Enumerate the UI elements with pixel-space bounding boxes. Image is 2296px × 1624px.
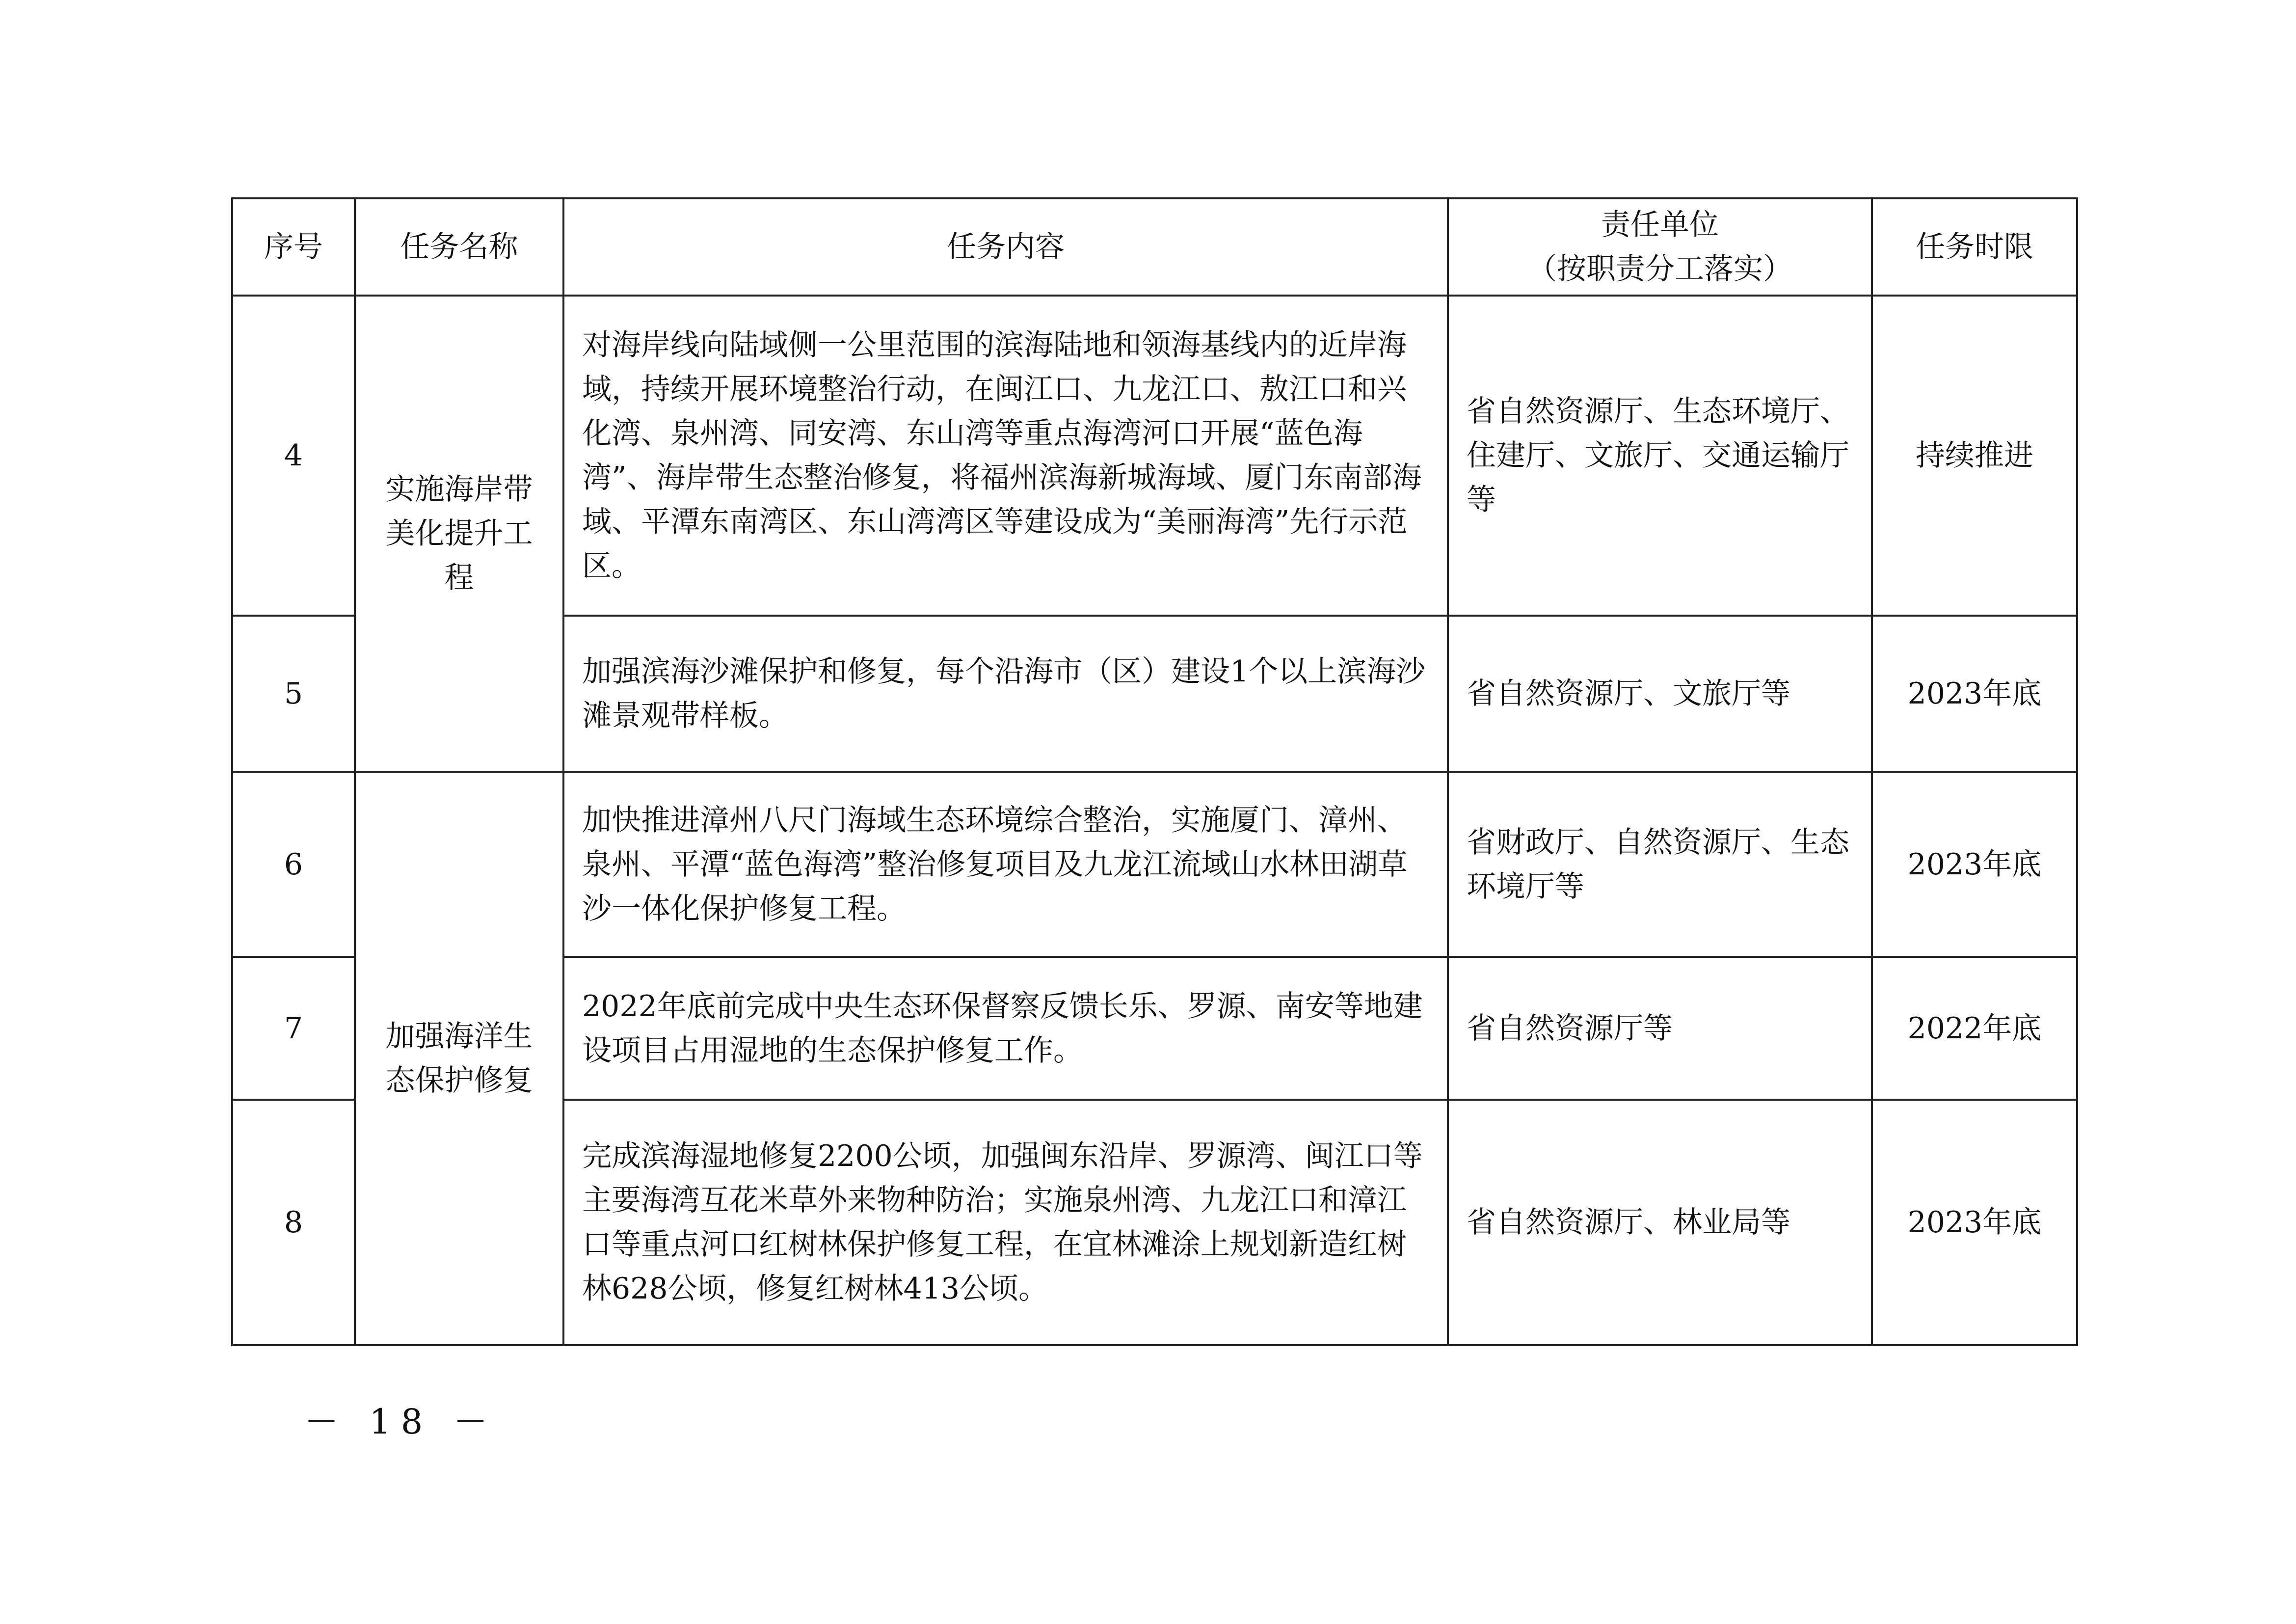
row-index: 7 [232, 957, 355, 1100]
row-index: 5 [232, 616, 355, 772]
responsible-unit: 省财政厅、自然资源厅、生态环境厅等 [1448, 772, 1872, 957]
task-content: 加快推进漳州八尺门海域生态环境综合整治，实施厦门、漳州、泉州、平潭“蓝色海湾”整治修复项目及九龙江流域山水林田湖草沙一体化保护修复工程。 [563, 772, 1448, 957]
task-content: 对海岸线向陆域侧一公里范围的滨海陆地和领海基线内的近岸海域，持续开展环境整治行动，在闽江口、九龙江口、敖江口和兴化湾、泉州湾、同安湾、东山湾等重点海湾河口开展“蓝色海湾”、海岸带生态整治修复，将福州滨海新城海域、厦门东南部海域、平潭东南湾区、东山湾湾区等建设成为“美丽海湾”先行示范区。 [563, 296, 1448, 616]
task-group-name: 实施海岸带美化提升工程 [355, 296, 563, 772]
header-responsible-unit [1448, 198, 1872, 296]
responsible-unit: 省自然资源厅、林业局等 [1448, 1100, 1872, 1345]
responsible-unit: 省自然资源厅等 [1448, 957, 1872, 1100]
task-content: 加强滨海沙滩保护和修复，每个沿海市（区）建设1个以上滨海沙滩景观带样板。 [563, 616, 1448, 772]
page-number: － 18 － [304, 1402, 498, 1442]
header-unit-note: （按职责分工落实） [1527, 252, 1792, 286]
table-row [232, 296, 2077, 616]
responsible-unit: 省自然资源厅、文旅厅等 [1448, 616, 1872, 772]
header-index: 序号 [232, 198, 355, 296]
header-deadline: 任务时限 [1872, 198, 2077, 296]
task-content: 2022年底前完成中央生态环保督察反馈长乐、罗源、南安等地建设项目占用湿地的生态保护修复工作。 [563, 957, 1448, 1100]
table-row [232, 772, 2077, 957]
header-task-name: 任务名称 [355, 198, 563, 296]
task-group-name: 加强海洋生态保护修复 [355, 772, 563, 1345]
task-content: 完成滨海湿地修复2200公顷，加强闽东沿岸、罗源湾、闽江口等主要海湾互花米草外来物种防治；实施泉州湾、九龙江口和漳江口等重点河口红树林保护修复工程，在宜林滩涂上规划新造红树林628公顷，修复红树林413公顷。 [563, 1100, 1448, 1345]
table-header-row [232, 198, 2077, 296]
row-index: 6 [232, 772, 355, 957]
header-unit-title: 责任单位 [1601, 208, 1719, 242]
deadline: 2022年底 [1872, 957, 2077, 1100]
responsible-unit: 省自然资源厅、生态环境厅、住建厅、文旅厅、交通运输厅等 [1448, 296, 1872, 616]
deadline: 2023年底 [1872, 772, 2077, 957]
header-task-content: 任务内容 [563, 198, 1448, 296]
row-index: 8 [232, 1100, 355, 1345]
deadline: 2023年底 [1872, 616, 2077, 772]
row-index: 4 [232, 296, 355, 616]
deadline: 持续推进 [1872, 296, 2077, 616]
task-table [231, 197, 2078, 1346]
deadline: 2023年底 [1872, 1100, 2077, 1345]
